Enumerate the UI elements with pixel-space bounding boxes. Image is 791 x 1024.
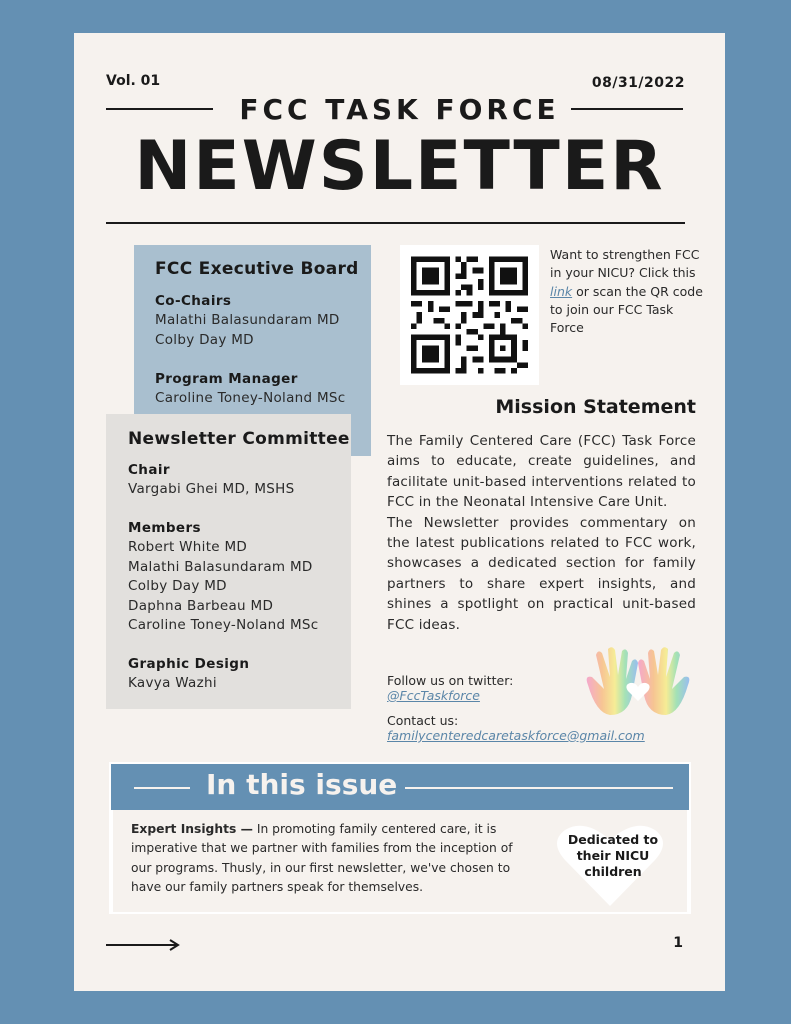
chair-name: Vargabi Ghei MD, MSHS: [128, 481, 295, 497]
graphic-design-label: Graphic Design: [128, 656, 250, 672]
twitter-label: Follow us on twitter:: [387, 673, 514, 688]
expert-insights-summary: [131, 820, 521, 897]
volume-label: Vol. 01: [106, 73, 161, 89]
member-name: Daphna Barbeau MD: [128, 598, 274, 614]
rainbow-hands-illustration: [582, 645, 694, 719]
join-prompt-text: Want to strengthen FCC in your NICU? Click this: [550, 247, 700, 281]
member-name: Caroline Toney-Noland MSc: [128, 617, 319, 633]
in-this-issue-panel: [109, 762, 691, 914]
join-link[interactable]: link: [550, 283, 573, 299]
issue-date: 08/31/2022: [591, 75, 685, 91]
chair-label: Chair: [128, 462, 170, 478]
member-name: Malathi Balasundaram MD: [128, 559, 313, 575]
newsletter-title: NEWSLETTER: [134, 127, 665, 206]
committee-title: Newsletter Committee: [128, 429, 350, 449]
expert-insights-label: Expert Insights —: [131, 822, 253, 836]
cochairs-label: Co-Chairs: [155, 293, 232, 309]
title-rule: [106, 222, 685, 224]
cochair-name: Colby Day MD: [155, 332, 254, 348]
page-number: 1: [673, 935, 683, 951]
program-manager-label: Program Manager: [155, 371, 298, 387]
graphic-design-name: Kavya Wazhi: [128, 675, 217, 691]
expert-insights-text: In promoting family centered care, it is imperative that we partner with families from the inception of our programs. Thusly, in our first newsletter, we've chosen to have our family partners speak for themselves.: [131, 822, 513, 894]
dedication-text: Dedicated to their NICU children: [567, 832, 659, 879]
members-label: Members: [128, 520, 201, 536]
program-manager-name: Caroline Toney-Noland MSc: [155, 390, 346, 406]
newsletter-page: [74, 33, 725, 991]
issue-body: [111, 810, 689, 914]
qr-code[interactable]: [400, 245, 539, 385]
newsletter-subtitle: FCC TASK FORCE: [239, 93, 560, 126]
next-page-arrow-icon[interactable]: [106, 937, 180, 951]
board-title: FCC Executive Board: [155, 259, 359, 279]
contact-label: Contact us:: [387, 713, 459, 728]
issue-header: [111, 764, 689, 810]
mission-paragraph: The Family Centered Care (FCC) Task Force aims to educate, create guidelines, and facilitate unit-based interventions related to FCC in the Neonatal Intensive Care Unit.: [387, 433, 696, 511]
member-name: Colby Day MD: [128, 578, 227, 594]
email-link[interactable]: familycenteredcaretaskforce@gmail.com: [387, 728, 645, 743]
mission-paragraph: The Newsletter provides commentary on the latest publications related to FCC work, showcases a dedicated section for family partners to share expert insights, and shines a spotlight on practical unit-based FCC ideas.: [387, 514, 696, 633]
issue-header-rule-left: [134, 787, 190, 789]
cochair-name: Malathi Balasundaram MD: [155, 312, 340, 328]
twitter-link[interactable]: @FccTaskforce: [387, 688, 480, 703]
mission-title: Mission Statement: [495, 396, 696, 418]
join-prompt: [550, 246, 710, 337]
join-prompt-text-end: or scan the QR code to join our FCC Task Force: [550, 283, 703, 336]
newsletter-committee-box: [106, 414, 351, 709]
issue-header-rule-right: [405, 787, 673, 789]
issue-title: In this issue: [206, 768, 398, 801]
member-name: Robert White MD: [128, 539, 248, 555]
mission-statement: [387, 431, 696, 635]
